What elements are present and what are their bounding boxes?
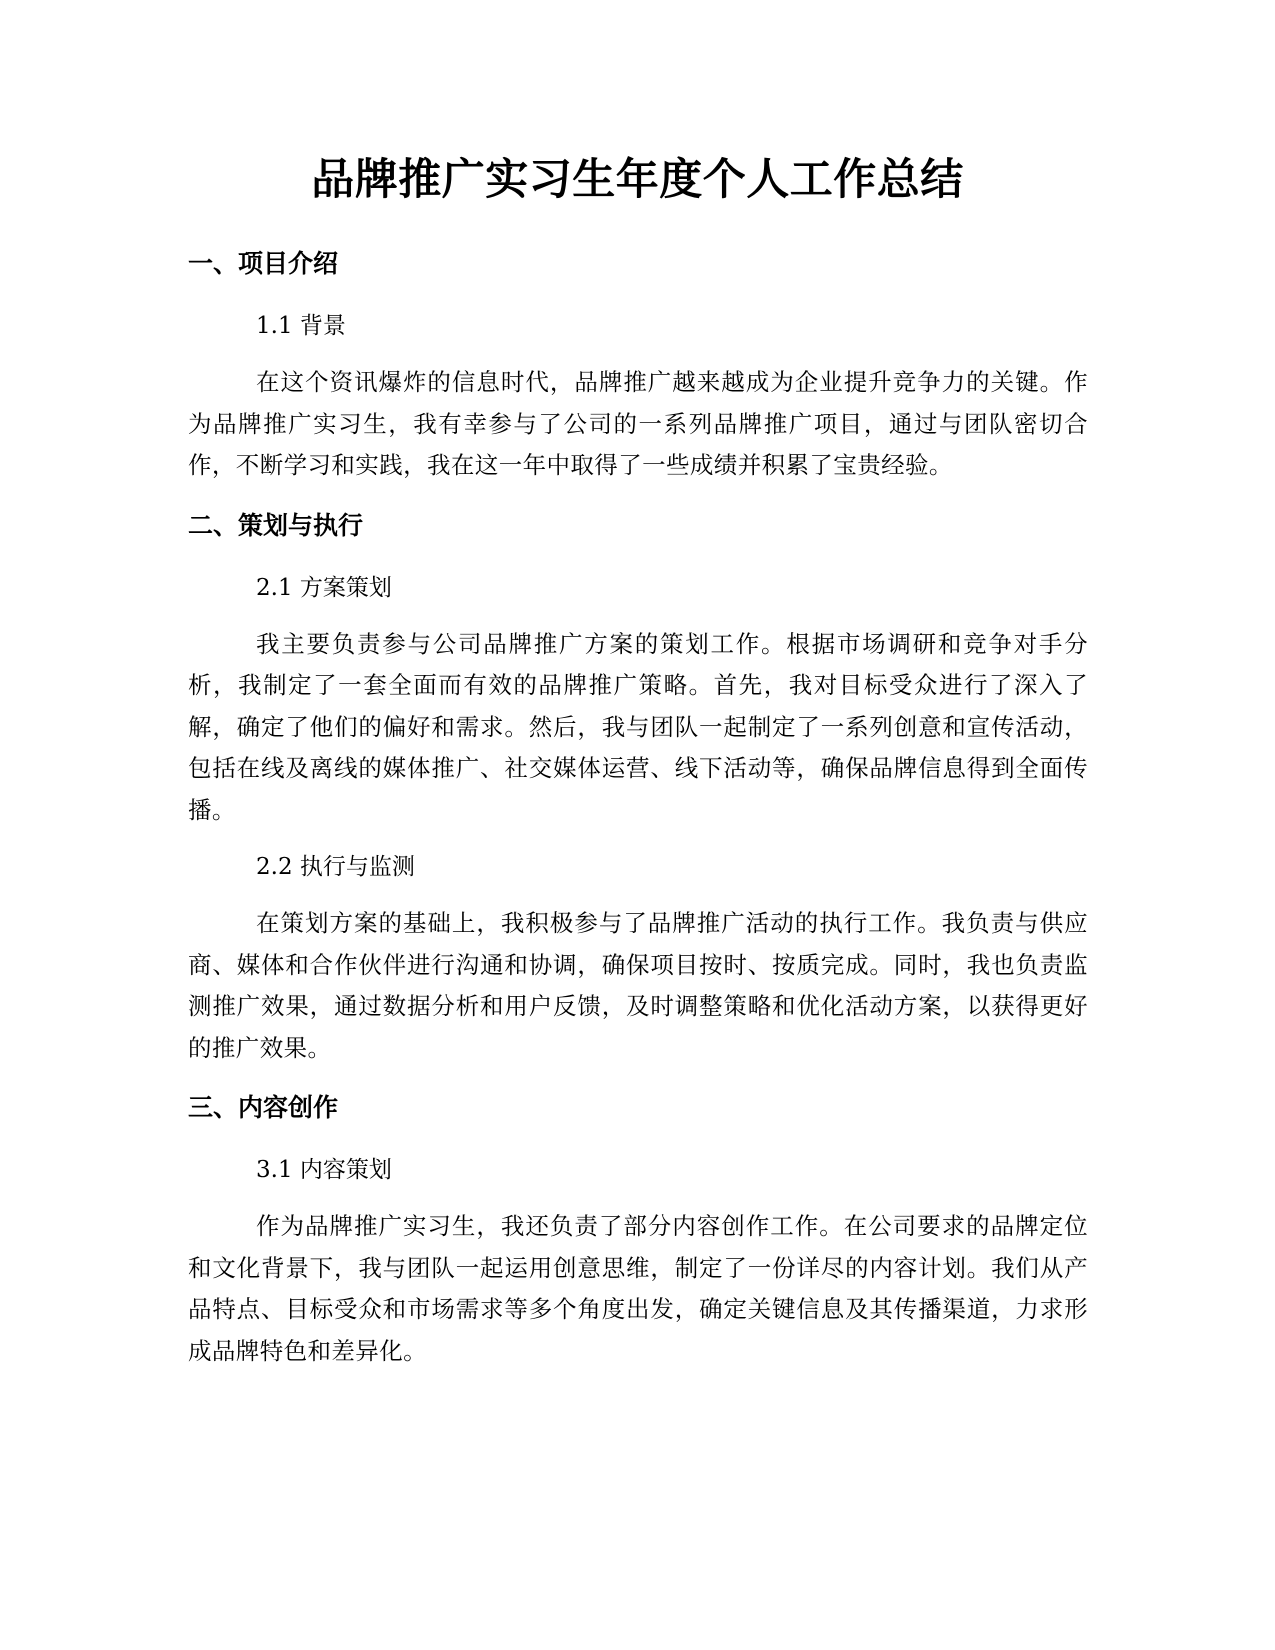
- subsection-heading-3-1: 3.1 内容策划: [256, 1157, 392, 1183]
- section-heading-3: 三、内容创作: [188, 1093, 339, 1122]
- paragraph-3-1: 作为品牌推广实习生，我还负责了部分内容创作工作。在公司要求的品牌定位和文化背景下，我与团队一起运用创意思维，制定了一份详尽的内容计划。我们从产品特点、目标受众和市场需求等多个角度出发，确定关键信息及其传播渠道，力求形成品牌特色和差异化。: [188, 1212, 1088, 1365]
- document-body: [188, 246, 1088, 1372]
- paragraph-2-2: 在策划方案的基础上，我积极参与了品牌推广活动的执行工作。我负责与供应商、媒体和合作伙伴进行沟通和协调，确保项目按时、按质完成。同时，我也负责监测推广效果，通过数据分析和用户反馈，及时调整策略和优化活动方案，以获得更好的推广效果。: [188, 909, 1088, 1062]
- subsection-heading-2-2: 2.2 执行与监测: [256, 854, 415, 880]
- paragraph-2-1: 我主要负责参与公司品牌推广方案的策划工作。根据市场调研和竞争对手分析，我制定了一套全面而有效的品牌推广策略。首先，我对目标受众进行了深入了解，确定了他们的偏好和需求。然后，我与团队一起制定了一系列创意和宣传活动，包括在线及离线的媒体推广、社交媒体运营、线下活动等，确保品牌信息得到全面传播。: [188, 629, 1088, 824]
- section-heading-1: 一、项目介绍: [188, 249, 339, 278]
- document-title: 品牌推广实习生年度个人工作总结: [311, 155, 964, 205]
- section-heading-2: 二、策划与执行: [188, 510, 364, 540]
- subsection-heading-2-1: 2.1 方案策划: [256, 574, 392, 601]
- paragraph-1-1: 在这个资讯爆炸的信息时代，品牌推广越来越成为企业提升竞争力的关键。作为品牌推广实习生，我有幸参与了公司的一系列品牌推广项目，通过与团队密切合作，不断学习和实践，我在这一年中取得了一些成绩并积累了宝贵经验。: [188, 368, 1088, 479]
- subsection-heading-1-1: 1.1 背景: [256, 313, 346, 339]
